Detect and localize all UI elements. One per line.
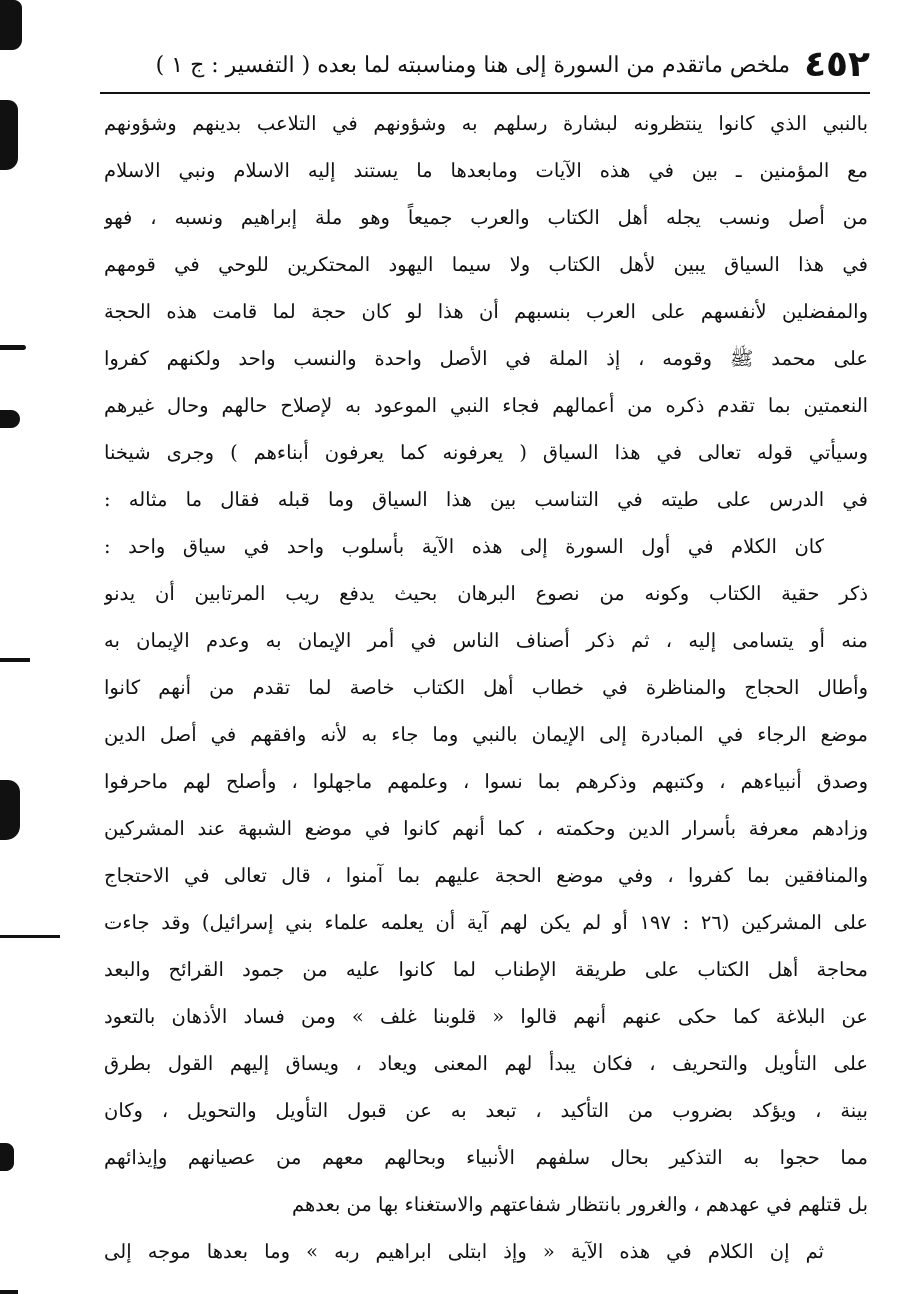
text-line: ذكر حقية الكتاب وكونه من نصوع البرهان بحيث يدفع ريب المرتابين أن يدنو: [104, 582, 868, 605]
text-line: محاجة أهل الكتاب على طريقة الإطناب لما كانوا عليه من جمود القرائح والبعد: [104, 958, 868, 981]
text-line: ثم إن الكلام في هذه الآية « وإذ ابتلى ابراهيم ربه » وما بعدها موجه إلى: [104, 1240, 824, 1263]
text-line: وزادهم معرفة بأسرار الدين وحكمته ، كما أنهم كانوا في موضع الشبهة عند المشركين: [104, 817, 868, 840]
text-line: بينة ، ويؤكد بضروب من التأكيد ، تبعد به عن قبول التأويل والتحويل ، وكان: [104, 1099, 868, 1122]
text-line: في الدرس على طيته في التناسب بين هذا السياق وما قبله فقال ما مثاله :: [104, 488, 868, 511]
text-line: على محمد ﷺ وقومه ، إذ الملة في الأصل واحدة والنسب واحد ولكنهم كفروا: [104, 347, 868, 370]
text-line: موضع الرجاء في المبادرة إلى الإيمان بالنبي وما جاء به لأنه وافقهم في أصل الدين: [104, 723, 868, 746]
text-line: وأطال الحجاج والمناظرة في خطاب أهل الكتاب خاصة لما تقدم من أنهم كانوا: [104, 676, 868, 699]
text-line: والمفضلين لأنفسهم على العرب بنسبهم أن هذا لو كان حجة لما قامت هذه الحجة: [104, 300, 868, 323]
scan-edge-mark: [0, 100, 18, 170]
text-line: بالنبي الذي كانوا ينتظرونه لبشارة رسلهم به وشؤونهم في التلاعب بدينهم وشؤونهم: [104, 112, 868, 135]
text-line: من أصل ونسب يجله أهل الكتاب والعرب جميعاً وهو ملة إبراهيم ونسبه ، فهو: [104, 206, 868, 229]
scan-edge-mark: [0, 1143, 14, 1171]
header-rule: [100, 92, 870, 94]
text-line: مع المؤمنين ـ بين في هذه الآيات ومابعدها ما يستند إليه الاسلام ونبي الاسلام: [104, 159, 868, 182]
text-line: مما حجوا به التذكير بحال سلفهم الأنبياء وبحالهم معهم من عصيانهم وإيذائهم: [104, 1146, 868, 1169]
text-line: عن البلاغة كما حكى عنهم أنهم قالوا « قلوبنا غلف » ومن فساد الأذهان بالتعود: [104, 1005, 868, 1028]
scan-edge-mark: [0, 780, 20, 840]
scan-edge-mark: [0, 658, 30, 662]
running-header: [100, 40, 870, 90]
body-text: [104, 100, 868, 1275]
scan-edge-mark: [0, 935, 60, 938]
text-line: منه أو يتسامى إليه ، ثم ذكر أصناف الناس في أمر الإيمان به وعدم الإيمان به: [104, 629, 868, 652]
page-number: ٤٥٢: [804, 44, 870, 85]
text-line: وسيأتي قوله تعالى في هذا السياق ( يعرفونه كما يعرفون أبناءهم ) وجرى شيخنا: [104, 441, 868, 464]
text-line: على المشركين (٢٦ : ١٩٧ أو لم يكن لهم آية أن يعلمه علماء بني إسرائيل) وقد جاءت: [104, 911, 868, 934]
text-line: والمنافقين بما كفروا ، وفي موضع الحجة عليهم بما آمنوا ، قال تعالى في الاحتجاج: [104, 864, 868, 887]
running-title: ملخص ماتقدم من السورة إلى هنا ومناسبته لما بعده ( التفسير : ج ١ ): [155, 52, 791, 78]
scan-edge-mark: [0, 345, 26, 350]
text-line: كان الكلام في أول السورة إلى هذه الآية بأسلوب واحد في سياق واحد :: [104, 535, 824, 558]
text-line: على التأويل والتحريف ، فكان يبدأ لهم المعنى ويعاد ، ويساق إليهم القول بطرق: [104, 1052, 868, 1075]
scan-edge-mark: [0, 0, 22, 50]
scan-edge-mark: [0, 410, 20, 428]
text-line: وصدق أنبياءهم ، وكتبهم وذكرهم بما نسوا ، وعلمهم ماجهلوا ، وأصلح لهم ماحرفوا: [104, 770, 868, 793]
text-line: في هذا السياق يبين لأهل الكتاب ولا سيما اليهود المحتكرين للوحي في قومهم: [104, 253, 868, 276]
text-line: بل قتلهم في عهدهم ، والغرور بانتظار شفاعتهم والاستغناء بها من بعدهم: [292, 1193, 868, 1216]
text-line: النعمتين بما تقدم ذكره من أعمالهم فجاء النبي الموعود به لإصلاح حالهم وحال غيرهم: [104, 394, 868, 417]
scan-edge-mark: [0, 1290, 18, 1294]
